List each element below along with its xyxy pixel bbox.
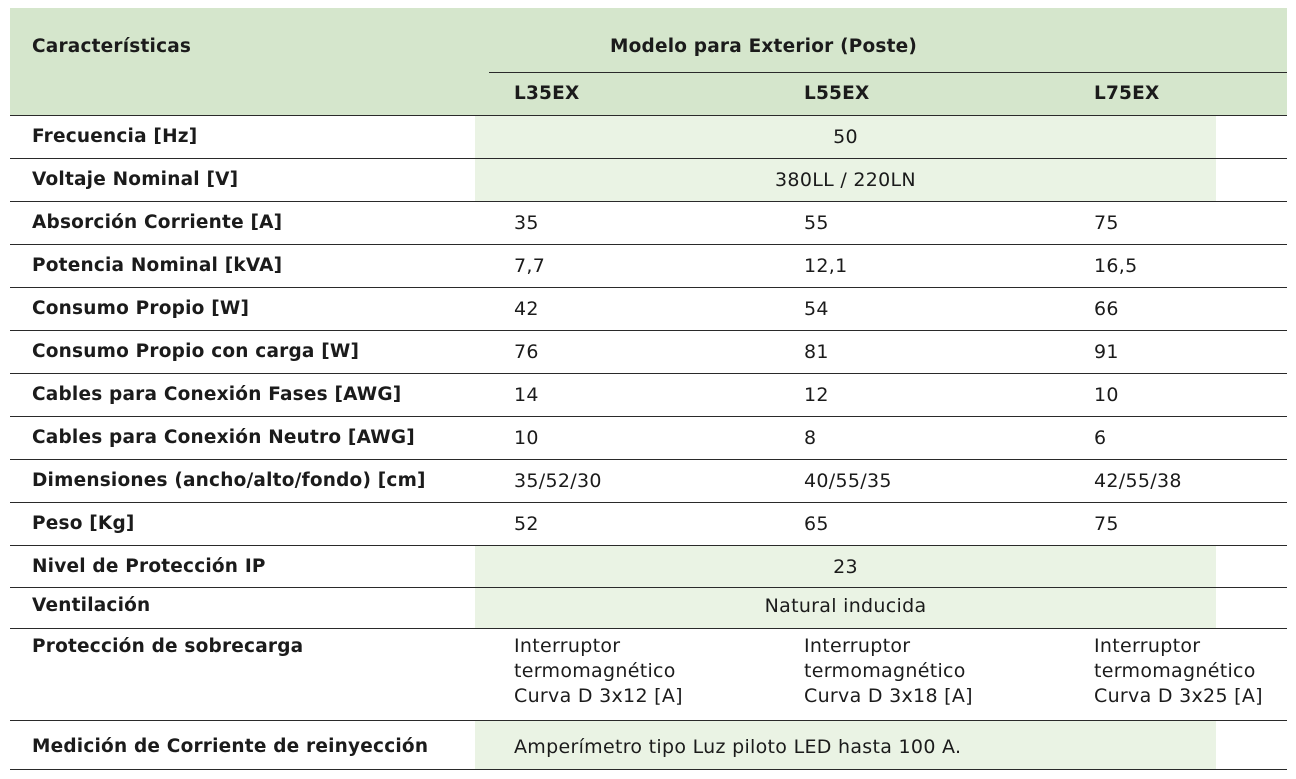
cell-l35ex: 10	[514, 427, 539, 449]
row-label: Frecuencia [Hz]	[32, 126, 198, 147]
cell-l35ex: 35	[514, 212, 539, 234]
cell-l75ex: 16,5	[1094, 255, 1138, 277]
cell-l55ex: 54	[804, 298, 829, 320]
merged-value: 380LL / 220LN	[775, 169, 916, 191]
cell-l55ex: 55	[804, 212, 829, 234]
column-header-l75ex: L75EX	[1094, 83, 1160, 104]
row-label: Ventilación	[32, 595, 151, 616]
cell-l35ex: 76	[514, 341, 539, 363]
characteristics-heading: Características	[32, 36, 192, 57]
row-label: Cables para Conexión Fases [AWG]	[32, 384, 402, 405]
cell-l75ex: 75	[1094, 513, 1119, 535]
cell-l75ex: Interruptor termomagnético Curva D 3x25 [A]	[1094, 635, 1263, 707]
cell-l75ex: 10	[1094, 384, 1119, 406]
column-header-l35ex: L35EX	[514, 83, 580, 104]
cell-l55ex: 12,1	[804, 255, 848, 277]
cell-l55ex: 12	[804, 384, 829, 406]
cell-l35ex: 7,7	[514, 255, 546, 277]
cell-l35ex: 14	[514, 384, 539, 406]
header-divider	[489, 72, 1287, 73]
row-label: Peso [Kg]	[32, 513, 135, 534]
table-row	[10, 244, 1287, 287]
table-row	[10, 545, 1287, 587]
cell-l75ex: 91	[1094, 341, 1119, 363]
merged-value: Natural inducida	[764, 595, 927, 617]
row-label: Cables para Conexión Neutro [AWG]	[32, 427, 415, 448]
table-row	[10, 201, 1287, 244]
cell-l75ex: 42/55/38	[1094, 470, 1182, 492]
table-row	[10, 416, 1287, 459]
table-row	[10, 628, 1287, 720]
cell-l35ex: 52	[514, 513, 539, 535]
table-row	[10, 459, 1287, 502]
cell-l75ex: 66	[1094, 298, 1119, 320]
cell-l75ex: 75	[1094, 212, 1119, 234]
cell-l35ex: 42	[514, 298, 539, 320]
table-row	[10, 587, 1287, 628]
cell-l35ex: 35/52/30	[514, 470, 602, 492]
spec-table	[10, 8, 1287, 770]
cell-l55ex: 8	[804, 427, 817, 449]
row-label: Consumo Propio [W]	[32, 298, 250, 319]
row-label: Potencia Nominal [kVA]	[32, 255, 283, 276]
merged-value: 50	[833, 126, 858, 148]
table-row	[10, 373, 1287, 416]
cell-l55ex: Interruptor termomagnético Curva D 3x18 [A]	[804, 635, 973, 707]
row-label: Nivel de Protección IP	[32, 556, 266, 577]
row-label: Consumo Propio con carga [W]	[32, 341, 360, 362]
table-row	[10, 115, 1287, 158]
cell-l55ex: 65	[804, 513, 829, 535]
row-label: Dimensiones (ancho/alto/fondo) [cm]	[32, 470, 426, 491]
table-header	[10, 8, 1287, 115]
row-label: Absorción Corriente [A]	[32, 212, 283, 233]
row-label: Medición de Corriente de reinyección	[32, 736, 429, 757]
merged-value: 23	[833, 556, 858, 578]
row-label: Protección de sobrecarga	[32, 636, 304, 657]
cell-l75ex: 6	[1094, 427, 1107, 449]
cell-l55ex: 40/55/35	[804, 470, 892, 492]
model-group-heading: Modelo para Exterior (Poste)	[610, 36, 918, 57]
table-row	[10, 287, 1287, 330]
table-row	[10, 720, 1287, 770]
row-label: Voltaje Nominal [V]	[32, 169, 239, 190]
cell-l35ex: Interruptor termomagnético Curva D 3x12 [A]	[514, 635, 683, 707]
table-row	[10, 330, 1287, 373]
table-row	[10, 158, 1287, 201]
column-header-l55ex: L55EX	[804, 83, 870, 104]
table-row	[10, 502, 1287, 545]
cell-l55ex: 81	[804, 341, 829, 363]
merged-value: Amperímetro tipo Luz piloto LED hasta 100 A.	[514, 736, 962, 758]
